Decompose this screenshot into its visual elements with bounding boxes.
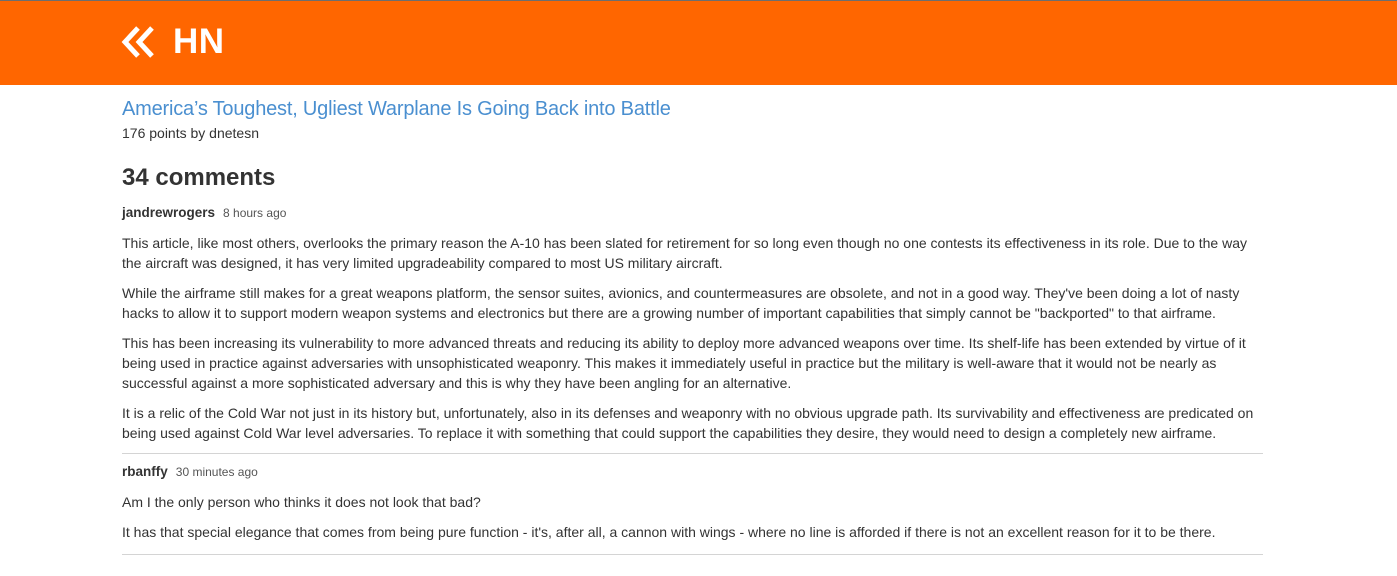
comment-body bbox=[122, 492, 1263, 552]
comment-paragraph: While the airframe still makes for a great weapons platform, the sensor suites, avionics, and countermeasures are obsolete, and not in a good way. They've been doing a lot of nasty hacks to allow it to support modern weapon systems and electronics but there are a growing number of important capabilities that simply cannot be "backported" to that airframe. bbox=[122, 285, 1240, 321]
comment bbox=[122, 454, 1263, 555]
story-meta: 176 points by dnetesn bbox=[122, 125, 259, 141]
comment-age: 30 minutes ago bbox=[175, 465, 258, 479]
comment-paragraph: This article, like most others, overlooks the primary reason the A-10 has been slated for retirement for so long even though no one contests its effectiveness in its role. Due to the way the aircraft was designed, it has very limited upgradeability compared to most US military aircraft. bbox=[122, 235, 1247, 271]
comment-paragraph: It has that special elegance that comes from being pure function - it's, after all, a cannon with wings - where no line is afforded if there is not an excellent reason for it to be there. bbox=[122, 524, 1216, 540]
comment-paragraph: This has been increasing its vulnerability to more advanced threats and reducing its ability to deploy more advanced weapons over time. Its shelf-life has been extended by virtue of it being used in practice against adversaries with unsophisticated weaponry. This makes it immediately useful in practice but the military is well-aware that it would not be nearly as successful against a more sophisticated adversary and this is why they have been angling for an alternative. bbox=[122, 335, 1246, 391]
brand-logo[interactable]: HN bbox=[173, 22, 225, 61]
comment bbox=[122, 203, 1263, 454]
comment-author[interactable]: rbanffy bbox=[122, 464, 168, 479]
comment-author[interactable]: jandrewrogers bbox=[122, 205, 216, 220]
comment-paragraph: Am I the only person who thinks it does not look that bad? bbox=[122, 494, 481, 510]
comment-body bbox=[122, 233, 1263, 451]
double-chevron-left-icon[interactable] bbox=[121, 25, 157, 59]
comments-heading: 34 comments bbox=[122, 164, 276, 191]
comment-header bbox=[122, 203, 1263, 223]
comment-age: 8 hours ago bbox=[223, 206, 287, 220]
comment-paragraph: It is a relic of the Cold War not just in its history but, unfortunately, also in its defenses and weaponry with no obvious upgrade path. Its survivability and effectiveness are predicated on being used against Cold War level adversaries. To replace it with something that could support the capabilities they desire, they would need to design a completely new airframe. bbox=[122, 405, 1254, 441]
story-title-link[interactable]: America’s Toughest, Ugliest Warplane Is Going Back into Battle bbox=[122, 98, 671, 120]
comment-header bbox=[122, 462, 1263, 482]
main-content bbox=[122, 96, 1263, 555]
top-bar bbox=[0, 0, 1397, 85]
